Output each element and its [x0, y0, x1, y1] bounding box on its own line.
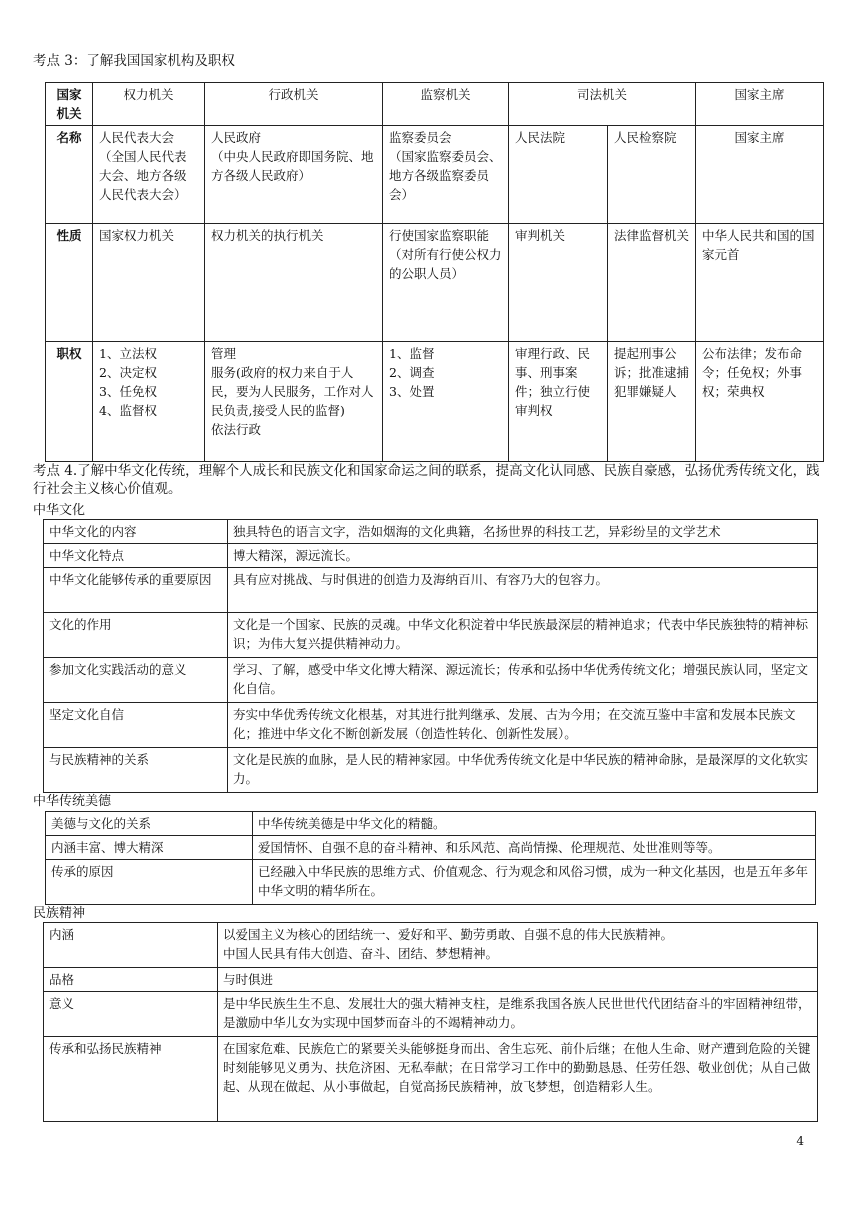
- row-key: 内涵: [44, 923, 218, 968]
- table-cell: 监察委员会 （国家监察委员会、地方各级监察委员会）: [383, 126, 509, 224]
- section-3-heading: 考点 3：了解我国国家机构及职权: [33, 53, 235, 69]
- table-row: [46, 126, 824, 224]
- table-row: [44, 1037, 818, 1122]
- col-header: 行政机关: [205, 83, 383, 126]
- table-row: [44, 658, 818, 703]
- col-header: 监察机关: [383, 83, 509, 126]
- row-key: 传承和弘扬民族精神: [44, 1037, 218, 1122]
- col-header: 司法机关: [509, 83, 696, 126]
- row-value: 具有应对挑战、与时俱进的创造力及海纳百川、有容乃大的包容力。: [228, 568, 818, 613]
- table-cell: 人民法院: [509, 126, 608, 224]
- row-label: 职权: [46, 342, 93, 462]
- spirit-title: 民族精神: [33, 906, 86, 921]
- table-cell: 人民检察院: [608, 126, 696, 224]
- table-row: [44, 613, 818, 658]
- row-key: 文化的作用: [44, 613, 228, 658]
- table-row: [44, 520, 818, 544]
- table-row: [44, 748, 818, 793]
- table-cell: 国家权力机关: [93, 224, 205, 342]
- table-cell: 人民政府 （中央人民政府即国务院、地方各级人民政府）: [205, 126, 383, 224]
- table-cell: 公布法律；发布命令；任免权；外事权；荣典权: [696, 342, 824, 462]
- spirit-table: [43, 922, 818, 1122]
- row-key: 传承的原因: [46, 860, 253, 905]
- table-cell: 管理 服务(政府的权力来自于人民，要为人民服务，工作对人民负责,接受人民的监督) 依法行政: [205, 342, 383, 462]
- table-row: [44, 568, 818, 613]
- row-key: 内涵丰富、博大精深: [46, 836, 253, 860]
- table-row: [44, 544, 818, 568]
- row-key: 中华文化能够传承的重要原因: [44, 568, 228, 613]
- row-value: 爱国情怀、自强不息的奋斗精神、和乐风范、高尚情操、伦理规范、处世准则等等。: [253, 836, 816, 860]
- table-row: [46, 812, 816, 836]
- page-number: 4: [796, 1134, 804, 1148]
- table-cell: 中华人民共和国的国家元首: [696, 224, 824, 342]
- row-key: 与民族精神的关系: [44, 748, 228, 793]
- table-row: [44, 992, 818, 1037]
- section-4-heading: 考点 4.了解中华文化传统，理解个人成长和民族文化和国家命运之间的联系，提高文化认同感、民族自豪感，弘扬优秀传统文化，践行社会主义核心价值观。: [33, 463, 820, 497]
- row-value: 夯实中华优秀传统文化根基，对其进行批判继承、发展、古为今用；在交流互鉴中丰富和发展本民族文化；推进中华文化不断创新发展（创造性转化、创新性发展）。: [228, 703, 818, 748]
- row-value: 在国家危难、民族危亡的紧要关头能够挺身而出、舍生忘死、前仆后继；在他人生命、财产遭到危险的关键时刻能够见义勇为、扶危济困、无私奉献；在日常学习工作中的勤勤恳恳、任劳任怨、敬业创优；从自己做起、从现在做起、从小事做起，自觉高扬民族精神，放飞梦想，创造精彩人生。: [218, 1037, 818, 1122]
- row-value: 是中华民族生生不息、发展壮大的强大精神支柱，是维系我国各族人民世世代代团结奋斗的牢固精神纽带，是激励中华儿女为实现中国梦而奋斗的不竭精神动力。: [218, 992, 818, 1037]
- row-key: 参加文化实践活动的意义: [44, 658, 228, 703]
- col-header: 国家主席: [696, 83, 824, 126]
- table-row: [46, 224, 824, 342]
- row-value: 文化是一个国家、民族的灵魂。中华文化积淀着中华民族最深层的精神追求；代表中华民族独特的精神标识；为伟大复兴提供精神动力。: [228, 613, 818, 658]
- row-key: 中华文化的内容: [44, 520, 228, 544]
- row-value: 与时俱进: [218, 968, 818, 992]
- table-cell: 国家主席: [696, 126, 824, 224]
- table-row: [46, 860, 816, 905]
- table-row: [44, 968, 818, 992]
- table-cell: 审理行政、民事、刑事案件；独立行使审判权: [509, 342, 608, 462]
- row-value: 独具特色的语言文字，浩如烟海的文化典籍，名扬世界的科技工艺，异彩纷呈的文学艺术: [228, 520, 818, 544]
- row-value: 文化是民族的血脉，是人民的精神家园。中华优秀传统文化是中华民族的精神命脉，是最深厚的文化软实力。: [228, 748, 818, 793]
- row-value: 学习、了解，感受中华文化博大精深、源远流长；传承和弘扬中华优秀传统文化；增强民族认同，坚定文化自信。: [228, 658, 818, 703]
- virtue-title: 中华传统美德: [33, 794, 112, 809]
- col-header: 权力机关: [93, 83, 205, 126]
- row-key: 意义: [44, 992, 218, 1037]
- table-row: [46, 836, 816, 860]
- row-key: 坚定文化自信: [44, 703, 228, 748]
- row-key: 美德与文化的关系: [46, 812, 253, 836]
- table-cell: 权力机关的执行机关: [205, 224, 383, 342]
- table-cell: 1、监督 2、调查 3、处置: [383, 342, 509, 462]
- table-cell: 1、立法权 2、决定权 3、任免权 4、监督权: [93, 342, 205, 462]
- culture-title: 中华文化: [33, 503, 86, 518]
- culture-table: [43, 519, 818, 793]
- row-value: 以爱国主义为核心的团结统一、爱好和平、勤劳勇敢、自强不息的伟大民族精神。 中国人民具有伟大创造、奋斗、团结、梦想精神。: [218, 923, 818, 968]
- row-label: 名称: [46, 126, 93, 224]
- row-key: 中华文化特点: [44, 544, 228, 568]
- state-organs-table: [45, 82, 824, 462]
- row-label: 性质: [46, 224, 93, 342]
- head-col-label: 国家机关: [46, 83, 93, 126]
- table-row: [44, 923, 818, 968]
- table-cell: 行使国家监察职能 （对所有行使公权力的公职人员）: [383, 224, 509, 342]
- table-cell: 人民代表大会 （全国人民代表大会、地方各级人民代表大会）: [93, 126, 205, 224]
- table-header-row: [46, 83, 824, 126]
- table-cell: 法律监督机关: [608, 224, 696, 342]
- row-value: 已经融入中华民族的思维方式、价值观念、行为观念和风俗习惯，成为一种文化基因，也是五年多年中华文明的精华所在。: [253, 860, 816, 905]
- row-value: 中华传统美德是中华文化的精髓。: [253, 812, 816, 836]
- table-cell: 审判机关: [509, 224, 608, 342]
- table-cell: 提起刑事公诉；批准逮捕犯罪嫌疑人: [608, 342, 696, 462]
- table-row: [44, 703, 818, 748]
- virtue-table: [45, 811, 816, 905]
- row-key: 品格: [44, 968, 218, 992]
- row-value: 博大精深，源远流长。: [228, 544, 818, 568]
- table-row: [46, 342, 824, 462]
